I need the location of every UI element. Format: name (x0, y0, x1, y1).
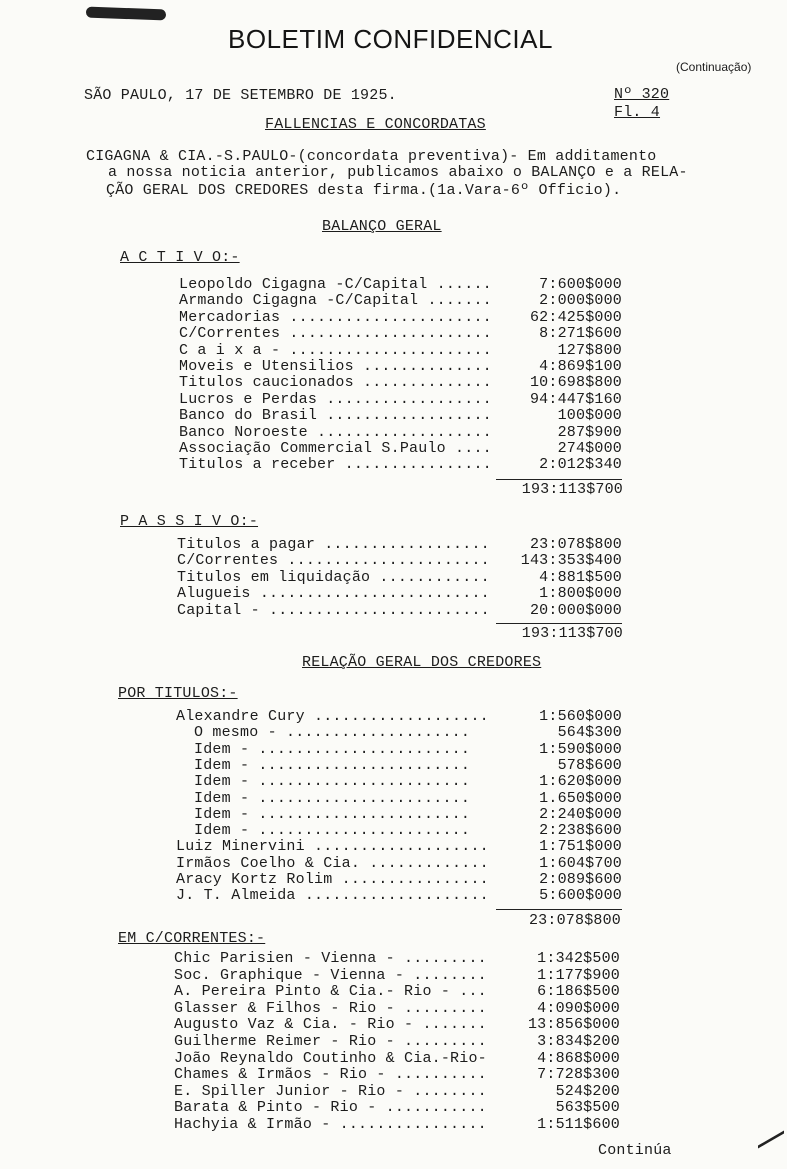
ledger-label: Idem - ....................... (194, 822, 471, 840)
passivo-heading: P A S S I V O:- (120, 513, 259, 530)
ledger-row (177, 569, 622, 585)
ledger-label: Idem - ....................... (194, 740, 471, 758)
ledger-value: 1:560$000 (539, 708, 622, 725)
ledger-row (177, 536, 622, 552)
intro-line-1: CIGAGNA & CIA.-S.PAULO-(concordata preventiva)- Em additamento (86, 148, 657, 165)
ledger-row (179, 325, 622, 341)
passivo-rule (496, 623, 622, 624)
ledger-row (174, 1016, 620, 1032)
ledger-row (174, 983, 620, 999)
ledger-value: 62:425$000 (529, 308, 622, 326)
ledger-value: 1:511$600 (537, 1116, 620, 1133)
ledger-row (179, 276, 622, 292)
ledger-value: 1:620$000 (539, 773, 622, 791)
ledger-label: Associação Commercial S.Paulo .... (179, 440, 492, 457)
ledger-label: Alexandre Cury ................... (176, 708, 489, 725)
ledger-value: 1:590$000 (539, 740, 622, 758)
ledger-label: Banco do Brasil .................. (179, 407, 492, 425)
scan-mark-corner (758, 1130, 784, 1166)
ledger-value: 10:698$800 (529, 374, 622, 392)
ledger-value: 1:800$000 (539, 585, 622, 603)
ledger-row (179, 440, 622, 456)
ledger-value: 20:000$000 (529, 601, 622, 619)
ledger-label: Idem - ....................... (194, 805, 471, 823)
balance-title: BALANÇO GERAL (322, 218, 442, 235)
ledger-label: Leopoldo Cigagna -C/Capital ...... (179, 276, 492, 293)
ledger-label: Idem - ....................... (194, 773, 471, 791)
ledger-value: 2:012$340 (539, 456, 622, 474)
dateline: SÃO PAULO, 17 DE SETEMBRO DE 1925. (84, 87, 397, 104)
ledger-value: 274$000 (557, 440, 622, 457)
ledger-value: 4:868$000 (537, 1049, 620, 1067)
ledger-label: Idem - ....................... (194, 789, 471, 807)
ledger-row (179, 424, 622, 440)
ledger-value: 4:869$100 (539, 358, 622, 375)
ledger-label: Titulos a pagar .................. (177, 536, 490, 553)
ledger-row (194, 773, 622, 789)
ledger-row (176, 887, 622, 903)
ledger-row (179, 342, 622, 358)
ledger-label: A. Pereira Pinto & Cia.- Rio - ... (174, 983, 487, 1001)
ledger-label: Titulos a receber ................ (179, 456, 492, 474)
passivo-total: 193:113$700 (521, 625, 623, 642)
ledger-label: Armando Cigagna -C/Capital ....... (179, 292, 492, 310)
activo-rule (496, 479, 622, 480)
por-titulos-rule (496, 909, 622, 910)
ledger-label: C a i x a - ...................... (179, 341, 492, 359)
intro-line-2: a nossa noticia anterior, publicamos abaixo o BALANÇO e a RELA- (108, 164, 688, 181)
ledger-row (194, 724, 622, 740)
ledger-value: 2:238$600 (539, 822, 622, 840)
ledger-label: E. Spiller Junior - Rio - ........ (174, 1082, 487, 1100)
ledger-label: Alugueis ......................... (177, 585, 490, 603)
ledger-label: Glasser & Filhos - Rio - ......... (174, 999, 487, 1017)
continuation-note: (Continuação) (676, 60, 752, 74)
ledger-value: 100$000 (557, 407, 622, 425)
por-titulos-total: 23:078$800 (528, 912, 621, 929)
ledger-row (174, 950, 620, 966)
ledger-row (194, 757, 622, 773)
ledger-value: 4:881$500 (539, 568, 622, 586)
ledger-row (179, 456, 622, 472)
ledger-row (174, 1000, 620, 1016)
ledger-value: 13:856$000 (527, 1016, 620, 1034)
ledger-label: Irmãos Coelho & Cia. ............. (176, 854, 489, 872)
ledger-value: 564$300 (557, 724, 622, 742)
ledger-row (194, 741, 622, 757)
ledger-label: João Reynaldo Coutinho & Cia.-Rio- (174, 1049, 487, 1067)
ledger-label: Moveis e Utensilios .............. (179, 358, 492, 375)
intro-line-3: ÇÃO GERAL DOS CREDORES desta firma.(1a.Vara-6º Officio). (106, 182, 622, 199)
ledger-label: Luiz Minervini ................... (176, 838, 489, 856)
ledger-value: 1.650$000 (539, 789, 622, 807)
ledger-label: Idem - ....................... (194, 756, 471, 774)
ledger-row (179, 309, 622, 325)
ledger-value: 94:447$160 (529, 390, 622, 408)
ledger-row (177, 602, 622, 618)
ledger-value: 7:600$000 (539, 276, 622, 293)
ledger-label: Mercadorias ...................... (179, 308, 492, 326)
ledger-row (179, 407, 622, 423)
ledger-label: Titulos caucionados .............. (179, 374, 492, 392)
ledger-label: Aracy Kortz Rolim ................ (176, 871, 489, 888)
section-heading: FALLENCIAS E CONCORDATAS (265, 116, 486, 133)
ledger-value: 1:751$000 (539, 838, 622, 856)
ledger-row (194, 790, 622, 806)
ledger-value: 578$600 (557, 756, 622, 774)
ledger-row (176, 855, 622, 871)
ledger-label: Lucros e Perdas .................. (179, 390, 492, 408)
ledger-row (174, 967, 620, 983)
ledger-label: C/Correntes ...................... (179, 325, 492, 343)
ledger-value: 8:271$600 (539, 325, 622, 343)
ledger-value: 563$500 (555, 1099, 620, 1117)
ledger-value: 1:177$900 (537, 966, 620, 984)
ledger-row (174, 1066, 620, 1082)
ledger-value: 2:000$000 (539, 292, 622, 310)
por-titulos-heading: POR TITULOS:- (118, 685, 238, 702)
activo-heading: A C T I V O:- (120, 249, 240, 266)
ledger-label: O mesmo - .................... (194, 724, 471, 742)
ledger-value: 4:090$000 (537, 999, 620, 1017)
ledger-label: Capital - ........................ (177, 601, 490, 619)
ledger-value: 2:089$600 (539, 871, 622, 888)
ledger-label: Augusto Vaz & Cia. - Rio - ....... (174, 1016, 487, 1034)
ledger-value: 2:240$000 (539, 805, 622, 823)
ledger-row (179, 292, 622, 308)
ledger-row (179, 358, 622, 374)
ledger-row (174, 1050, 620, 1066)
ledger-row (174, 1033, 620, 1049)
ledger-label: Banco Noroeste ................... (179, 423, 492, 441)
ledger-value: 5:600$000 (539, 887, 622, 905)
ledger-row (179, 374, 622, 390)
ledger-row (174, 1083, 620, 1099)
ledger-row (194, 806, 622, 822)
ledger-value: 127$800 (557, 341, 622, 359)
em-correntes-heading: EM C/CORRENTES:- (118, 930, 266, 947)
ledger-row (174, 1116, 620, 1132)
ledger-value: 7:728$300 (537, 1066, 620, 1084)
ledger-row (177, 585, 622, 601)
ledger-label: Titulos em liquidação ............ (177, 568, 490, 586)
ledger-value: 23:078$800 (529, 536, 622, 553)
credores-title: RELAÇÃO GERAL DOS CREDORES (302, 654, 542, 671)
ledger-value: 1:604$700 (539, 854, 622, 872)
scan-smudge (86, 7, 166, 21)
ledger-label: Soc. Graphique - Vienna - ........ (174, 966, 487, 984)
ledger-row (194, 822, 622, 838)
ledger-row (177, 552, 622, 568)
ledger-value: 6:186$500 (537, 983, 620, 1001)
ledger-value: 1:342$500 (537, 950, 620, 967)
ledger-label: Barata & Pinto - Rio - ........... (174, 1099, 487, 1117)
ledger-label: Chic Parisien - Vienna - ......... (174, 950, 487, 967)
ledger-row (176, 708, 622, 724)
ledger-label: Guilherme Reimer - Rio - ......... (174, 1033, 487, 1050)
ledger-label: Hachyia & Irmão - ................ (174, 1116, 487, 1133)
ledger-row (179, 391, 622, 407)
page-title: BOLETIM CONFIDENCIAL (228, 24, 553, 54)
activo-total: 193:113$700 (521, 481, 623, 498)
ledger-value: 143:353$400 (520, 552, 622, 570)
ledger-row (174, 1099, 620, 1115)
ledger-row (176, 838, 622, 854)
ledger-row (176, 871, 622, 887)
ledger-value: 524$200 (555, 1082, 620, 1100)
sheet-number: Fl. 4 (614, 104, 661, 121)
bulletin-number: Nº 320 (614, 86, 670, 103)
ledger-label: Chames & Irmãos - Rio - .......... (174, 1066, 487, 1084)
ledger-label: C/Correntes ...................... (177, 552, 490, 570)
ledger-value: 287$900 (557, 423, 622, 441)
ledger-value: 3:834$200 (537, 1033, 620, 1050)
continues-footer: Continúa (598, 1142, 672, 1159)
ledger-label: J. T. Almeida .................... (176, 887, 489, 905)
